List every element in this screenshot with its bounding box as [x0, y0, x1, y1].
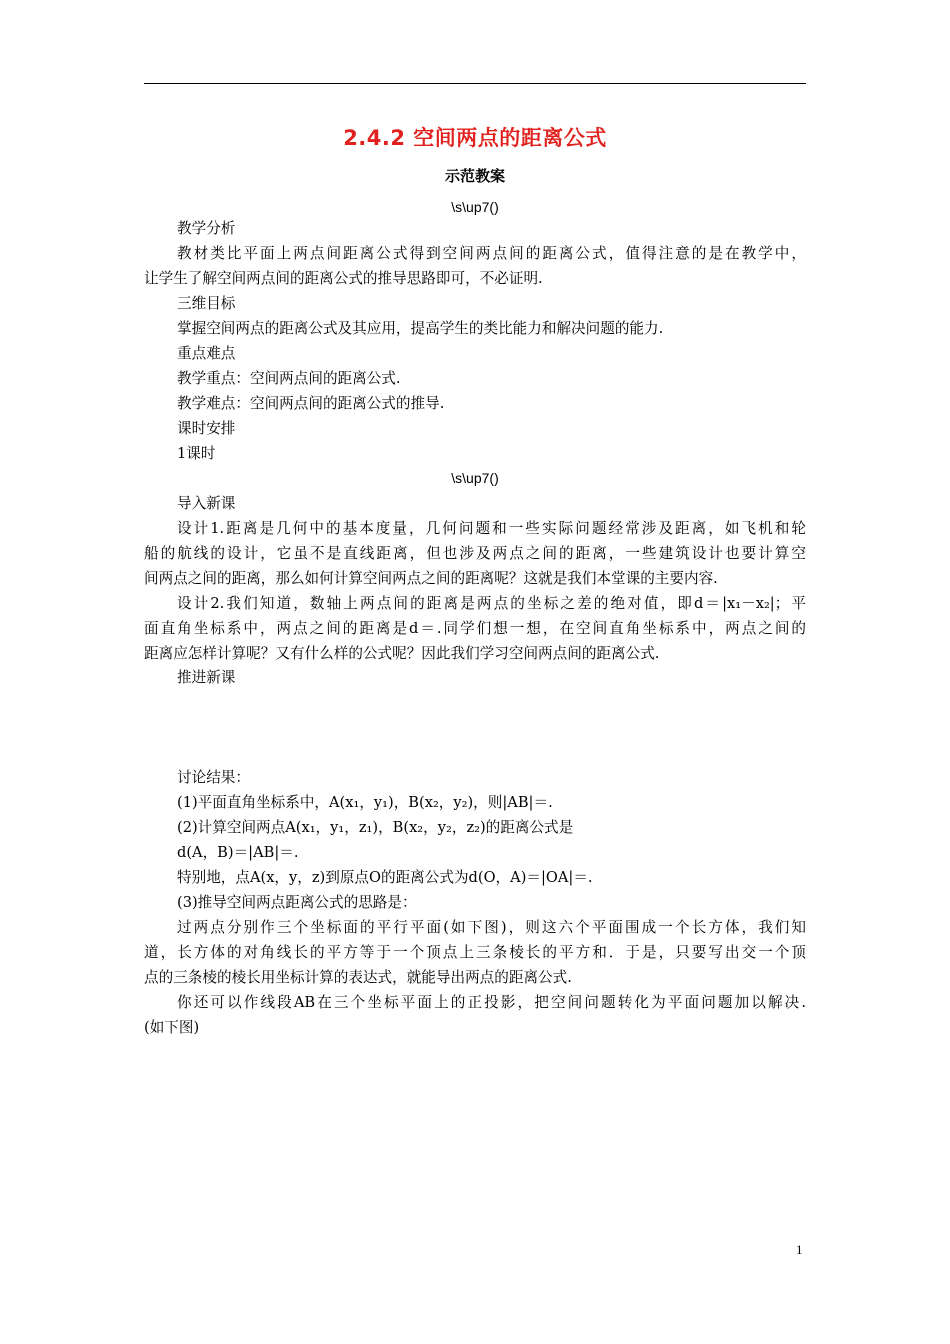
paragraph-line: 教学难点：空间两点间的距离公式的推导. — [177, 395, 445, 412]
section-heading-advance: 推进新课 — [177, 669, 236, 686]
paragraph-line: 教学重点：空间两点间的距离公式. — [177, 370, 401, 387]
section-heading-intro: 导入新课 — [177, 495, 236, 512]
paragraph-line: (2)计算空间两点A(x₁，y₁，z₁)，B(x₂，y₂，z₂)的距离公式是 — [177, 819, 574, 836]
paragraph-line: (如下图) — [144, 1019, 200, 1036]
section-heading-discussion: 讨论结果： — [177, 769, 250, 786]
page-number: 1 — [796, 1242, 803, 1257]
paragraph-line: 掌握空间两点的距离公式及其应用，提高学生的类比能力和解决问题的能力. — [177, 320, 664, 337]
paragraph-line: 过两点分别作三个坐标面的平行平面(如下图)，则这六个平面围成一个长方体，我们知 — [177, 919, 806, 936]
paragraph-line: 1课时 — [177, 445, 216, 462]
header-rule — [144, 83, 806, 84]
paragraph-line: 特别地，点A(x，y，z)到原点O的距离公式为d(O，A)＝|OA|＝. — [177, 869, 593, 886]
page-subtitle: 示范教案 — [444, 167, 505, 185]
section-heading-schedule: 课时安排 — [177, 420, 236, 437]
section-marker: \s\up7() — [451, 199, 499, 215]
section-marker: \s\up7() — [451, 470, 499, 486]
paragraph-line: 你还可以作线段AB在三个坐标平面上的正投影，把空间问题转化为平面问题加以解决. — [177, 994, 806, 1011]
paragraph-line: 距离应怎样计算呢？又有什么样的公式呢？因此我们学习空间两点间的距离公式. — [144, 645, 660, 662]
paragraph-line: (3)推导空间两点距离公式的思路是： — [177, 894, 417, 911]
section-heading-analysis: 教学分析 — [177, 220, 236, 237]
paragraph-line: 间两点之间的距离，那么如何计算空间两点之间的距离呢？这就是我们本堂课的主要内容. — [144, 570, 718, 587]
paragraph-line: 让学生了解空间两点间的距离公式的推导思路即可，不必证明. — [144, 270, 543, 287]
paragraph-line: 道，长方体的对角线长的平方等于一个顶点上三条棱长的平方和．于是，只要写出交一个顶 — [144, 944, 806, 961]
paragraph-line: 船的航线的设计，它虽不是直线距离，但也涉及两点之间的距离，一些建筑设计也要计算空 — [144, 545, 806, 562]
paragraph-line: 面直角坐标系中，两点之间的距离是d＝.同学们想一想，在空间直角坐标系中，两点之间的 — [144, 620, 806, 637]
section-heading-goals: 三维目标 — [177, 295, 236, 312]
paragraph-line: 设计1.距离是几何中的基本度量，几何问题和一些实际问题经常涉及距离，如飞机和轮 — [177, 520, 806, 537]
paragraph-line: 设计2.我们知道，数轴上两点间的距离是两点的坐标之差的绝对值，即d＝|x₁－x₂|；平 — [177, 595, 806, 612]
paragraph-line: (1)平面直角坐标系中，A(x₁，y₁)，B(x₂，y₂)，则|AB|＝. — [177, 794, 553, 811]
section-heading-key-points: 重点难点 — [177, 345, 236, 362]
formula-line: d(A，B)＝|AB|＝. — [177, 844, 299, 861]
page-title: 2.4.2 空间两点的距离公式 — [343, 126, 607, 150]
paragraph-line: 教材类比平面上两点间距离公式得到空间两点间的距离公式，值得注意的是在教学中， — [177, 245, 806, 262]
paragraph-line: 点的三条棱的棱长用坐标计算的表达式，就能导出两点的距离公式. — [144, 969, 572, 986]
